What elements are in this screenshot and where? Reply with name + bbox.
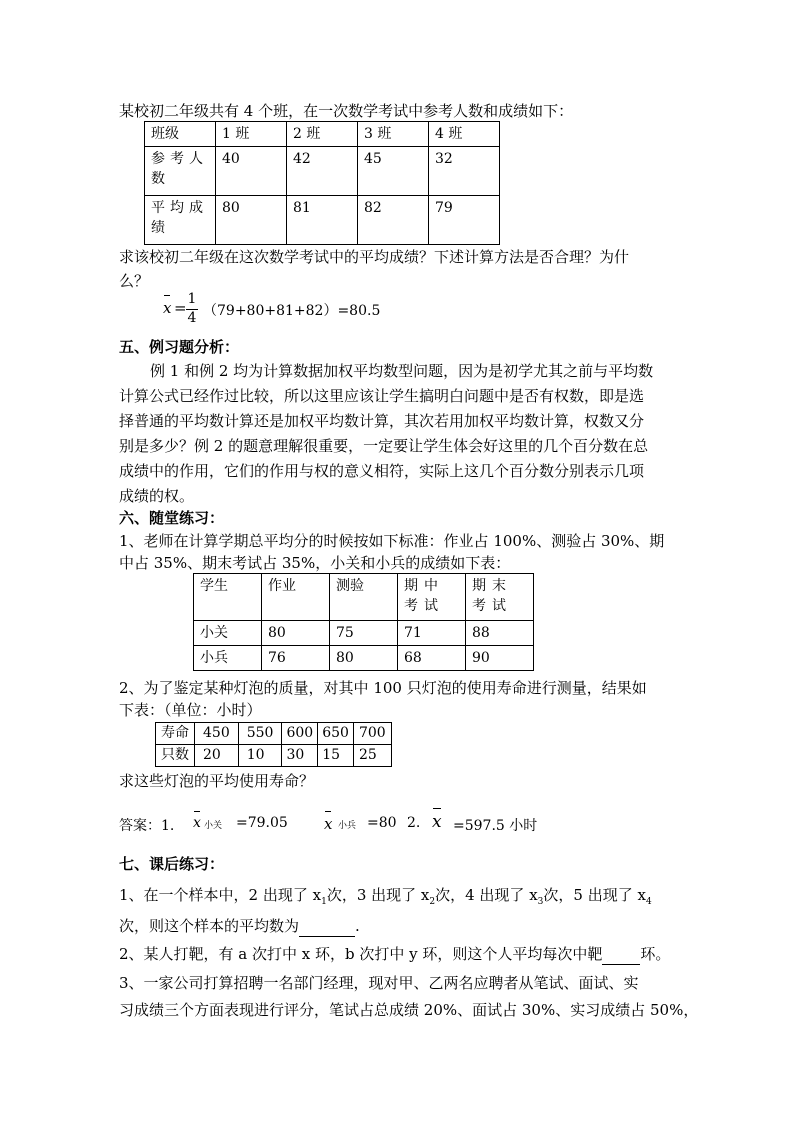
table-cell: 550 (238, 723, 282, 745)
table-cell: 68 (398, 646, 466, 671)
table-row (145, 196, 500, 245)
homework-3-line-2: 习成绩三个方面表现进行评分，笔试占总成绩 20%、面试占 30%、实习成绩占 50%， (119, 1001, 699, 1019)
subscript: 1 (321, 897, 327, 907)
table-cell: 平均成绩 (145, 196, 216, 245)
table-cell: 450 (195, 723, 239, 745)
table-cell: 80 (216, 196, 287, 245)
table-cell: 90 (466, 646, 534, 671)
table-cell: 25 (353, 745, 391, 767)
answer-label: 答案：1. (119, 818, 175, 834)
table-cell: 3 班 (358, 122, 429, 147)
answer-value: =597.5 小时 (453, 818, 538, 834)
table-cell: 20 (195, 745, 239, 767)
table-cell: 10 (238, 745, 282, 767)
table-cell: 600 (282, 723, 318, 745)
exercise-2-line-1: 2、为了鉴定某种灯泡的质量，对其中 100 只灯泡的使用寿命进行测量，结果如 (119, 679, 647, 697)
table-cell: 学生 (194, 574, 262, 621)
table-cell: 76 (262, 646, 330, 671)
table-cell: 只数 (156, 745, 195, 767)
subscript: 3 (537, 897, 544, 907)
table-cell: 期中考试 (398, 574, 466, 621)
answer-blank[interactable] (602, 944, 640, 965)
table-cell: 班级 (145, 122, 216, 147)
table-cell: 参考人数 (145, 147, 216, 196)
question-line-2: 么？ (119, 272, 150, 290)
text-fragment: 次，4 出现了 x (435, 886, 538, 904)
homework-1-line-2 (119, 916, 360, 937)
table-cell: 小兵 (194, 646, 262, 671)
table-cell: 30 (282, 745, 318, 767)
exercise-2-question: 求这些灯泡的平均使用寿命？ (119, 772, 315, 790)
paragraph-line: 成绩中的作用，它们的作用与权的意义相符，实际上这几个百分数分别表示几项 (119, 462, 645, 480)
table-cell: 2 班 (287, 122, 358, 147)
subscript: 2 (429, 897, 436, 907)
text-fragment: 环。 (640, 945, 671, 963)
table-cell: 75 (330, 621, 398, 646)
table-cell: 88 (466, 621, 534, 646)
table-cell: 32 (429, 147, 500, 196)
table-cell: 80 (262, 621, 330, 646)
homework-1-line-1 (119, 885, 652, 912)
text-fragment: 次，5 出现了 x (543, 886, 646, 904)
text-fragment: 1、在一个样本中，2 出现了 x (119, 886, 322, 904)
answer-number: 2. (407, 815, 421, 831)
table-cell: 79 (429, 196, 500, 245)
x-bar-symbol: x (193, 815, 201, 831)
fraction-numerator: 1 (187, 291, 197, 307)
table-row (156, 745, 392, 767)
paragraph-line: 别是多少？例 2 的题意理解很重要，一定要让学生体会好这里的几个百分数在总 (119, 437, 649, 455)
paragraph-line: 成绩的权。 (119, 487, 195, 505)
paragraph-line: 例 1 和例 2 均为计算数据加权平均数型问题，因为是初学尤其之前与平均数 (150, 362, 654, 380)
table-cell: 82 (358, 196, 429, 245)
table-cell: 700 (353, 723, 391, 745)
section-6-heading: 六、随堂练习： (119, 509, 225, 527)
table-cell: 15 (318, 745, 354, 767)
equals-sign: = (174, 299, 187, 317)
answer-subscript: 小关 (204, 821, 223, 831)
bulb-lifetime-table (155, 722, 392, 767)
table-cell: 40 (216, 147, 287, 196)
table-cell: 45 (358, 147, 429, 196)
table-header-row (194, 574, 534, 621)
homework-3-line-1: 3、一家公司打算招聘一名部门经理，现对甲、乙两名应聘者从笔试、面试、实 (119, 974, 639, 992)
table-cell: 4 班 (429, 122, 500, 147)
table-cell: 80 (330, 646, 398, 671)
exercise-2-line-2: 下表：（单位：小时） (119, 701, 262, 719)
fraction-denominator: 4 (187, 310, 197, 326)
answer-value: =80 (367, 815, 397, 831)
text-fragment: 次，3 出现了 x (326, 886, 430, 904)
table-cell: 650 (318, 723, 354, 745)
exercise-1-line-1: 1、老师在计算学期总平均分的时候按如下标准：作业占 100%、测验占 30%、期 (119, 532, 665, 550)
intro-text: 某校初二年级共有 4 个班，在一次数学考试中参考人数和成绩如下： (119, 102, 574, 120)
table-cell: 测验 (330, 574, 398, 621)
paragraph-line: 计算公式已经作过比较，所以这里应该让学生搞明白问题中是否有权数，即是选 (119, 387, 645, 405)
table-row (194, 646, 534, 671)
formula-body: （79+80+81+82）=80.5 (203, 303, 381, 319)
table-cell: 小关 (194, 621, 262, 646)
table-cell: 71 (398, 621, 466, 646)
answer-subscript: 小兵 (338, 821, 357, 831)
paragraph-line: 择普通的平均数计算还是加权平均数计算，其次若用加权平均数计算，权数又分 (119, 412, 645, 430)
table-cell: 寿命 (156, 723, 195, 745)
student-score-table (193, 573, 534, 671)
table-header-row (145, 122, 500, 147)
x-bar-symbol: x (324, 815, 333, 833)
subscript: 4 (645, 897, 652, 907)
answer-value: =79.05 (236, 815, 288, 831)
section-5-heading: 五、例习题分析： (119, 338, 240, 356)
homework-2 (119, 944, 670, 965)
table-cell: 作业 (262, 574, 330, 621)
class-score-table (144, 121, 500, 245)
text-fragment: 2、某人打靶，有 a 次打中 x 环，b 次打中 y 环，则这个人平均每次中靶 (119, 945, 603, 963)
answer-blank[interactable] (299, 916, 355, 937)
table-cell: 42 (287, 147, 358, 196)
text-fragment: . (355, 917, 360, 935)
table-cell: 1 班 (216, 122, 287, 147)
table-row (194, 621, 534, 646)
exercise-1-line-2: 中占 35%、期末考试占 35%，小关和小兵的成绩如下表： (119, 554, 511, 572)
x-bar-symbol: x (163, 299, 172, 317)
table-row (145, 147, 500, 196)
table-row (156, 723, 392, 745)
section-7-heading: 七、课后练习： (119, 855, 225, 873)
text-fragment: 次，则这个样本的平均数为 (119, 917, 300, 935)
table-cell: 期末考试 (466, 574, 534, 621)
x-bar-symbol: x (432, 812, 442, 832)
question-line-1: 求该校初二年级在这次数学考试中的平均成绩？下述计算方法是否合理？为什 (119, 248, 630, 266)
table-cell: 81 (287, 196, 358, 245)
